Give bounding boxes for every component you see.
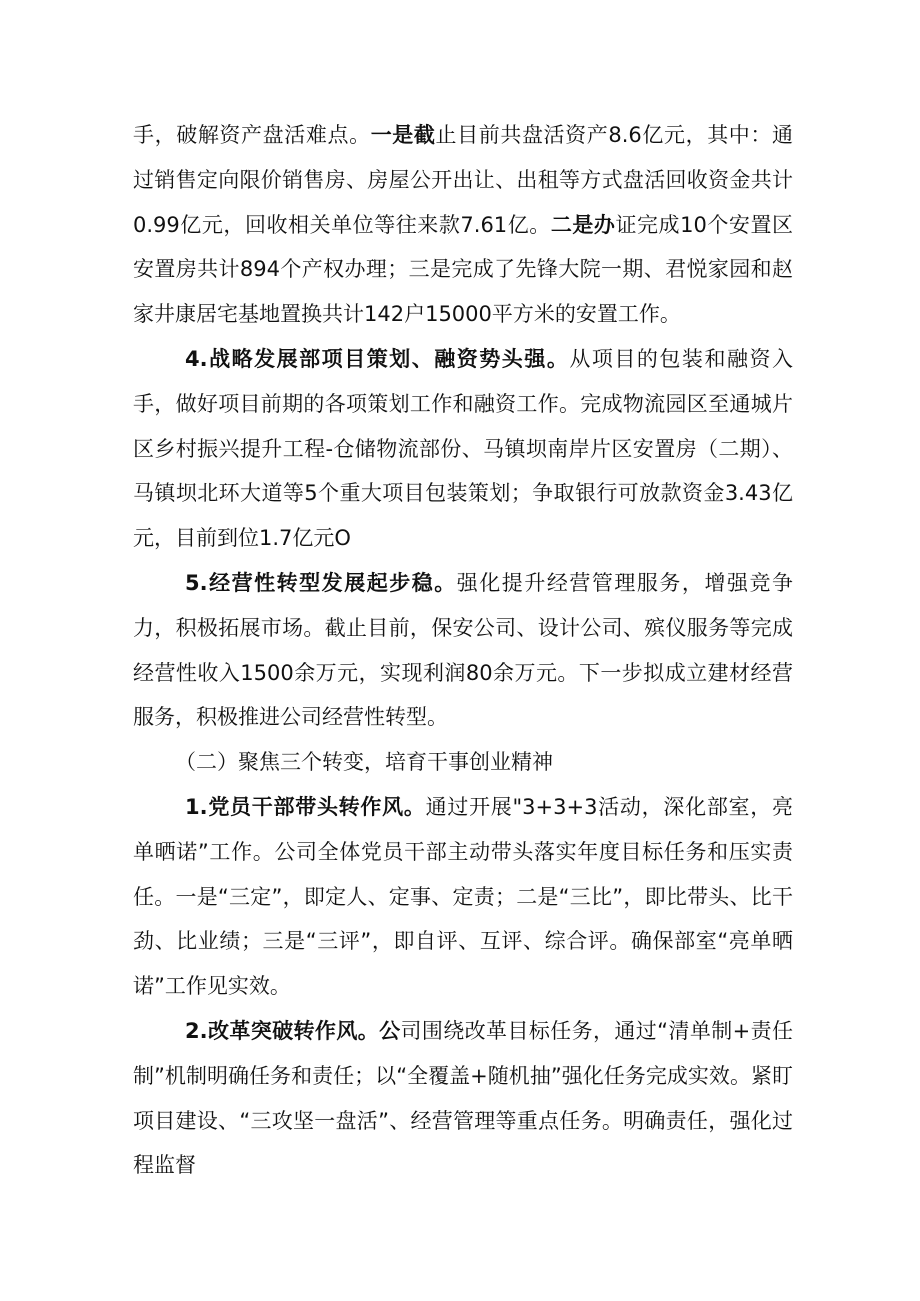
bold-run: 二是办 bbox=[550, 212, 616, 237]
section-heading-2 bbox=[133, 740, 793, 785]
paragraph-item-1-party-members bbox=[133, 785, 793, 1009]
text-run: 强化提升经营管理服务，增强竞争力，积极拓展市场。截止目前，保安公司、设计公司、殡仪服务等完成经营性收入1500余万元，实现利润80余万元。下一步拟成立建材经营服务，积极推进公司经营性转型。 bbox=[133, 570, 793, 730]
text-run: 司围绕改革目标任务，通过“清单制+责任制”机制明确任务和责任；以“全覆盖+随机抽”强化任务完成实效。紧盯项目建设、“三攻坚一盘活”、经营管理等重点任务。明确责任，强化过程监督 bbox=[133, 1018, 793, 1178]
text-run: 通过开展"3+3+3活动，深化部室，亮单晒诺”工作。公司全体党员干部主动带头落实年度目标任务和压实责任。一是“三定”，即定人、定事、定责；二是“三比”，即比带头、比干劲、比业绩；三是“三评”，即自评、互评、综合评。确保部室“亮单晒诺”工作见实效。 bbox=[133, 794, 794, 999]
document-page bbox=[133, 113, 793, 1188]
bold-run: 一是截 bbox=[370, 123, 436, 147]
text-run: 止目前共盘活资产8.6亿元，其中：通过销售定向限价销售房、房屋公开出让、出租等方式盘活回收资金共计0.99亿元，回收相关单位等往来款7.61亿。 bbox=[133, 123, 794, 237]
paragraph-asset-revitalization bbox=[133, 113, 793, 337]
text-run: 证完成10个安置区安置房共计894个产权办理；三是完成了先锋大院一期、君悦家园和赵家井康居宅基地置换共计142户15000平方米的安置工作。 bbox=[133, 212, 793, 327]
item-heading: 1.党员干部带头转作风。 bbox=[185, 794, 426, 819]
paragraph-item-4-strategy bbox=[133, 337, 793, 561]
section-heading-text: （二）聚焦三个转变，培育干事创业精神 bbox=[175, 750, 553, 775]
item-heading: 5.经营性转型发展起步稳。 bbox=[185, 570, 457, 595]
text-run: 手，破解资产盘活难点。 bbox=[133, 123, 371, 147]
paragraph-item-5-operations bbox=[133, 561, 793, 740]
paragraph-item-2-reform bbox=[133, 1009, 793, 1188]
item-heading: 2.改革突破转作风。公 bbox=[185, 1018, 401, 1043]
item-heading: 4.战略发展部项目策划、融资势头强。 bbox=[185, 346, 570, 371]
text-run: 从项目的包装和融资入手，做好项目前期的各项策划工作和融资工作。完成物流园区至通城片区乡村振兴提升工程-仓储物流部份、马镇坝南岸片区安置房（二期）、马镇坝北环大道等5个重大项目包装策划；争取银行可放款资金3.43亿元，目前到位1.7亿元O bbox=[133, 346, 793, 551]
